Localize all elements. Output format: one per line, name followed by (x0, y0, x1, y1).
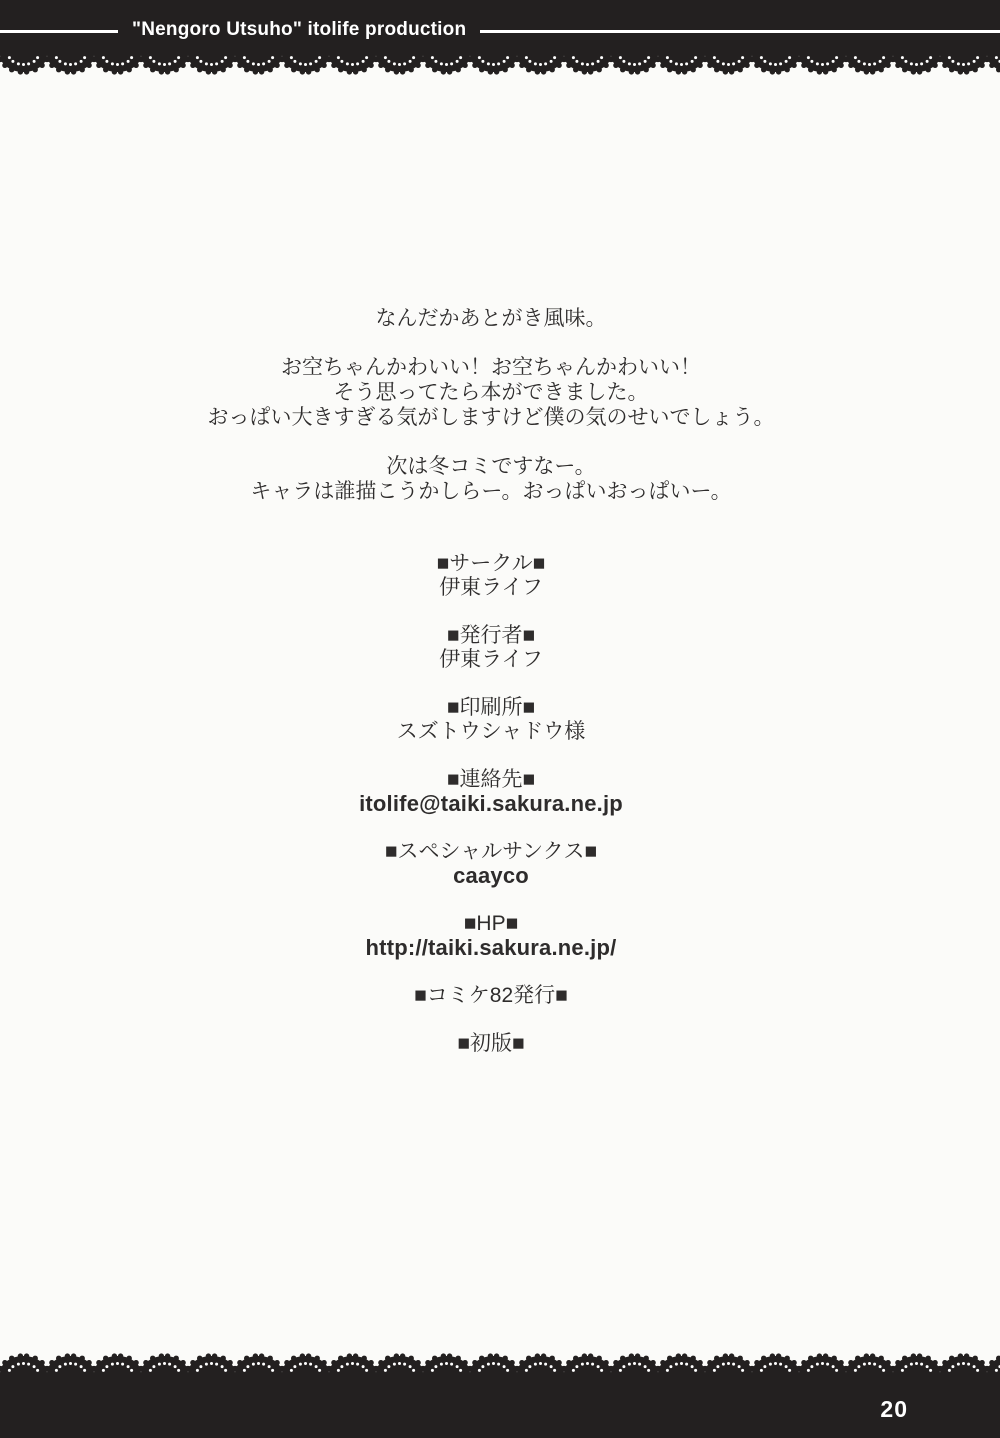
afterword-paragraph (0, 355, 991, 430)
colophon-entry (0, 624, 991, 672)
header-title: "Nengoro Utsuho" itolife production (132, 19, 467, 40)
colophon-label: ■発行者■ (446, 624, 536, 647)
content-column (0, 306, 991, 1056)
lace-border-bottom (0, 1353, 1000, 1383)
colophon-entry (0, 984, 991, 1008)
header-bar (0, 0, 1000, 45)
afterword-line: 次は冬コミですなー。 (386, 455, 596, 478)
header-rule-left (0, 30, 118, 33)
colophon-label: ■連絡先■ (446, 768, 536, 791)
afterword-paragraph (0, 306, 991, 331)
colophon-value: 伊東ライフ (439, 648, 543, 671)
afterword-line: なんだかあとがき風味。 (375, 307, 607, 330)
afterword-paragraph (0, 454, 991, 504)
footer-bar (0, 1383, 1000, 1438)
colophon-entry (0, 768, 991, 816)
afterword-line: お空ちゃんかわいい！お空ちゃんかわいい！ (281, 356, 701, 379)
colophon-value: caayco (453, 863, 529, 888)
colophon-entry (0, 912, 991, 960)
colophon-value: 伊東ライフ (439, 576, 543, 599)
footer (0, 1353, 1000, 1438)
colophon-label: ■HP■ (463, 912, 519, 935)
colophon-value: スズトウシャドウ様 (396, 720, 586, 743)
afterword-line: そう思ってたら本ができました。 (333, 381, 649, 404)
colophon-label: ■印刷所■ (446, 696, 536, 719)
colophon-entry (0, 1032, 991, 1056)
colophon-label: ■サークル■ (436, 552, 546, 575)
afterword-line: おっぱい大きすぎる気がしますけど僕の気のせいでしょう。 (207, 406, 775, 429)
afterword-line: キャラは誰描こうかしらー。おっぱいおっぱいー。 (250, 480, 732, 503)
colophon-label: ■初版■ (457, 1032, 525, 1055)
header-rule-right (480, 30, 1000, 33)
colophon-entry (0, 840, 991, 888)
colophon-entry (0, 552, 991, 600)
page-content (0, 306, 1000, 1080)
page-number: 20 (880, 1396, 908, 1422)
colophon-label: ■コミケ82発行■ (414, 984, 568, 1007)
colophon-label: ■スペシャルサンクス■ (384, 840, 598, 863)
colophon (0, 552, 991, 1056)
afterword (0, 306, 991, 504)
colophon-value: itolife@taiki.sakura.ne.jp (359, 791, 623, 816)
colophon-entry (0, 696, 991, 744)
colophon-value: http://taiki.sakura.ne.jp/ (365, 935, 617, 960)
lace-border-top (0, 45, 1000, 75)
